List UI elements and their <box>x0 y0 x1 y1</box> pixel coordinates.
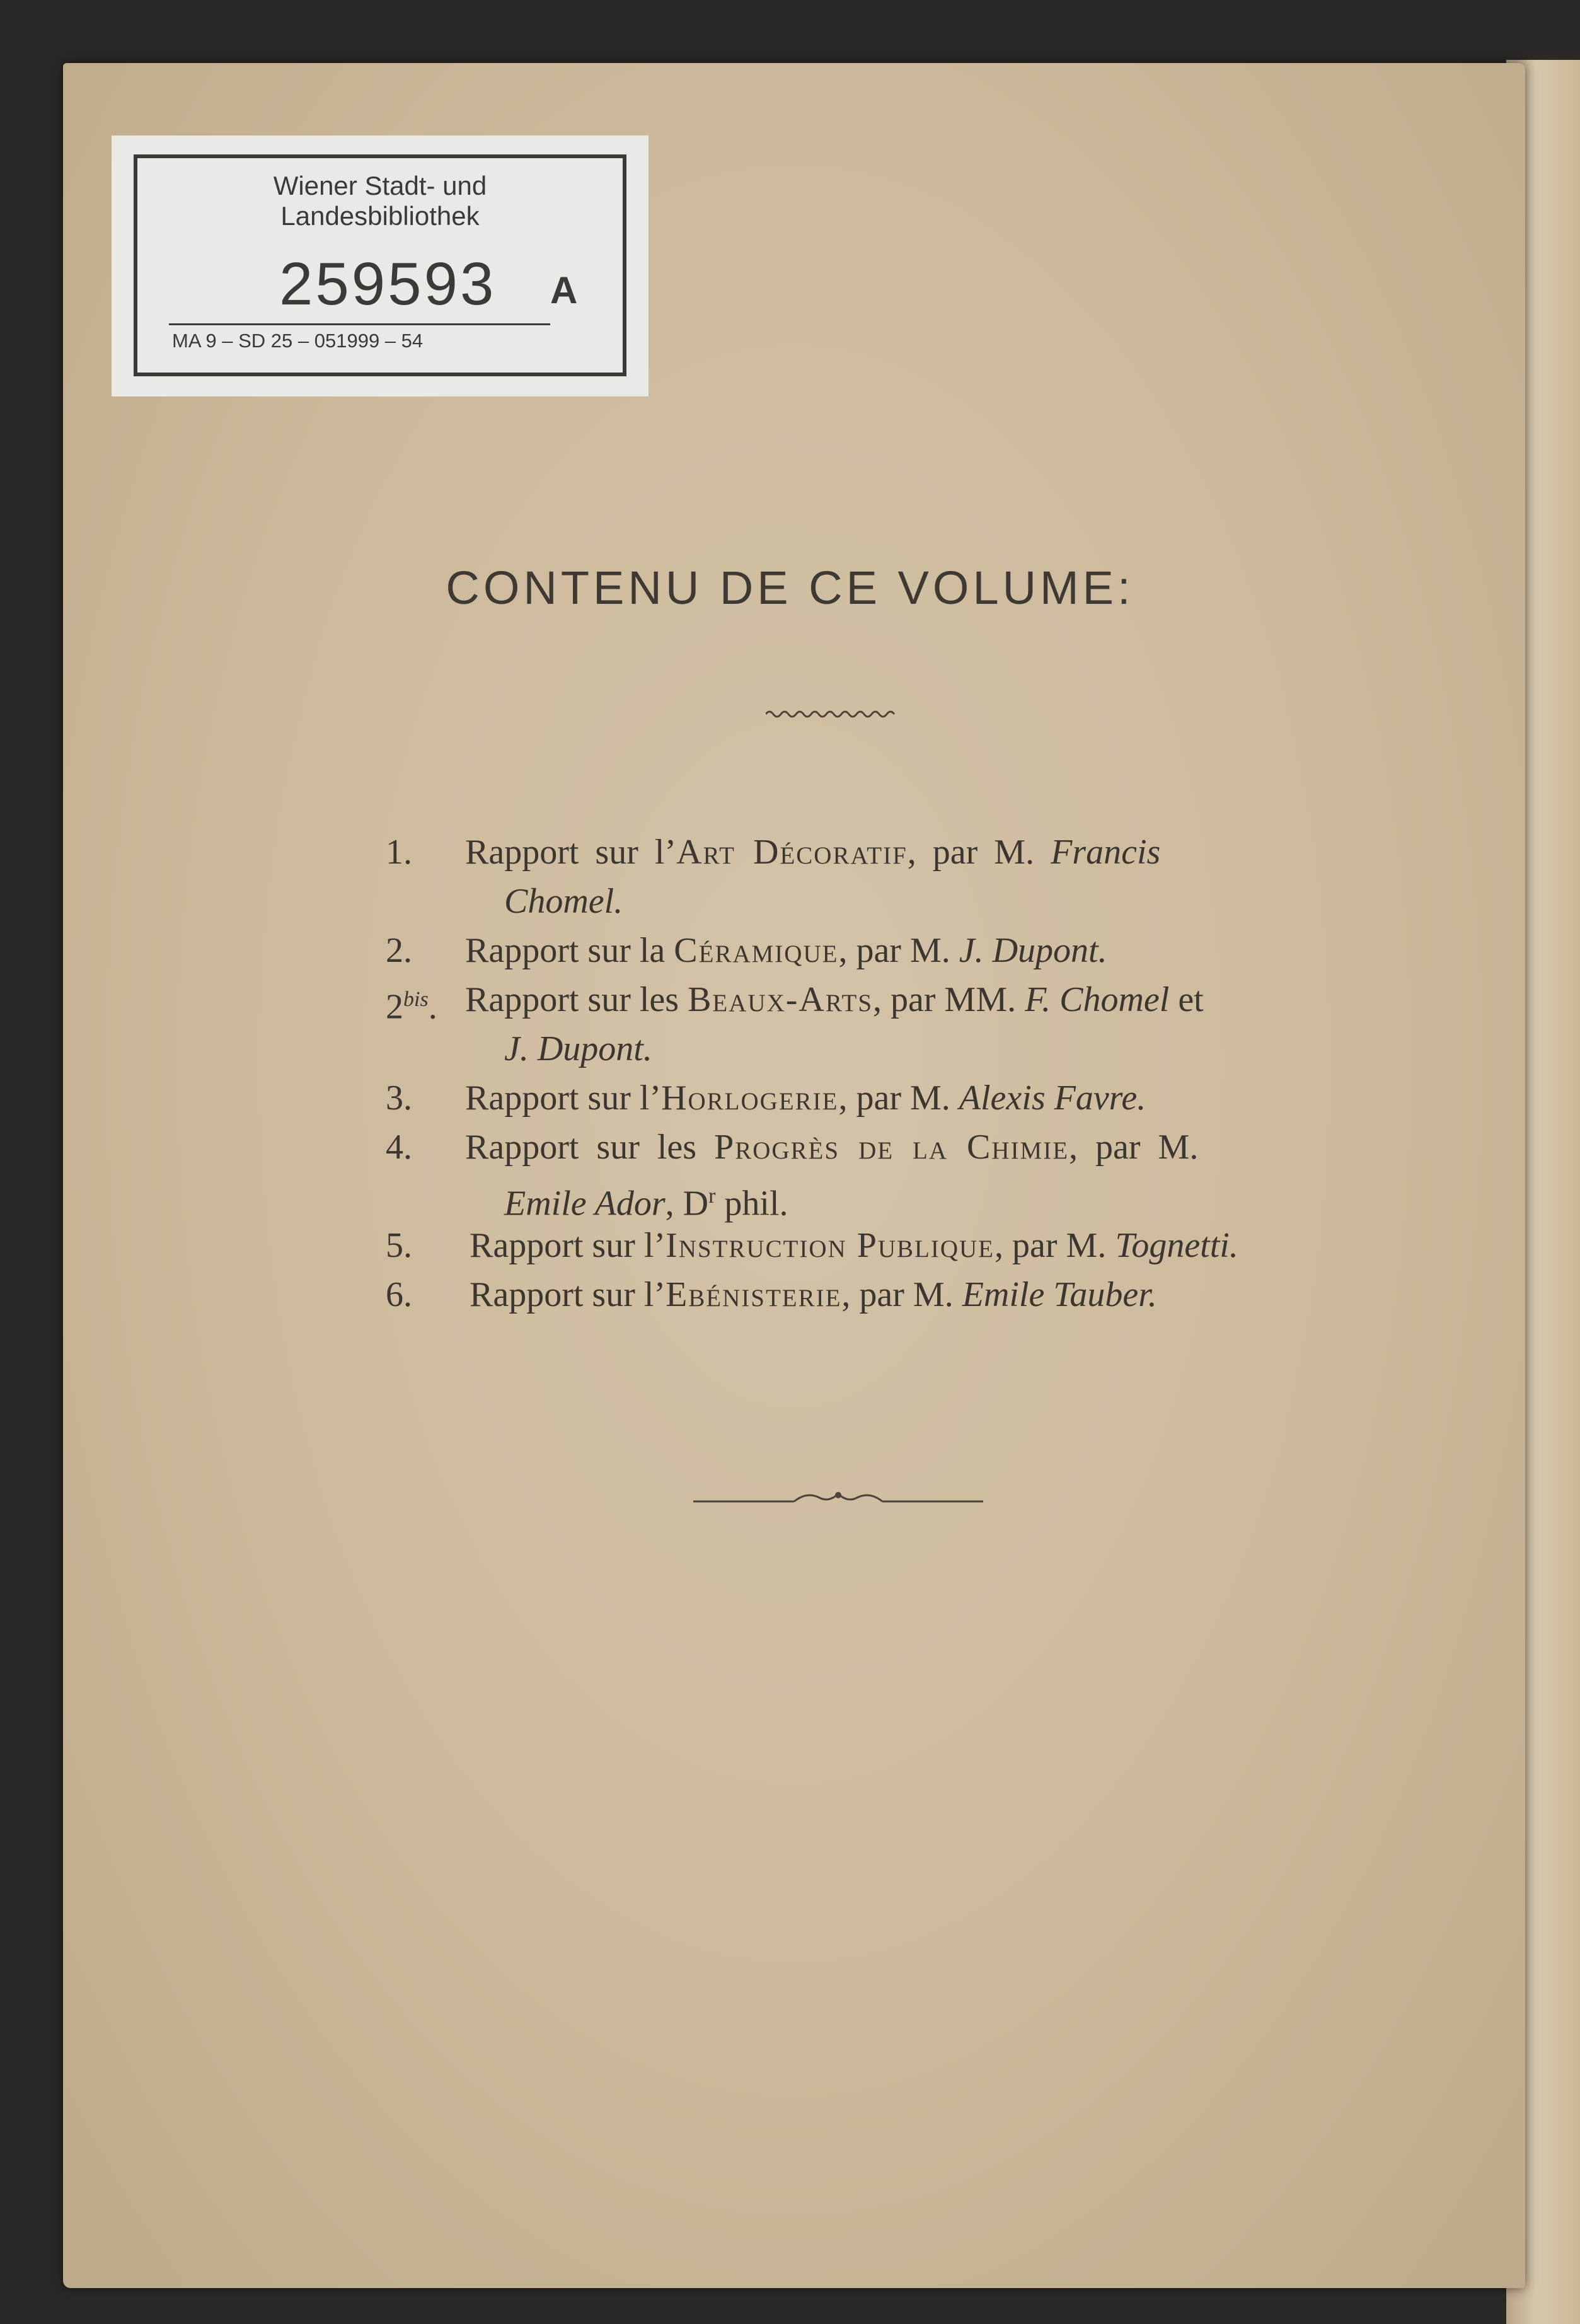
list-item <box>470 1225 1238 1266</box>
entry-number: 1. <box>386 833 412 872</box>
entry-text: , D <box>665 1184 709 1223</box>
entry-text: Rapport sur les <box>465 980 688 1019</box>
entry-text: , par M. <box>995 1226 1116 1265</box>
list-item <box>470 1275 1157 1315</box>
entry-author-continued: J. Dupont. <box>504 1029 652 1068</box>
entry-number: 4. <box>386 1128 412 1167</box>
list-item <box>465 1127 1198 1167</box>
entry-text: et <box>1169 980 1204 1019</box>
shelf-suffix: A <box>550 269 578 311</box>
entry-subject: Céramique <box>674 931 839 970</box>
entry-author-continued: Chomel. <box>504 882 623 921</box>
entry-subject: Progrès de la Chimie <box>714 1128 1070 1167</box>
entry-number-dot: . <box>428 987 437 1027</box>
entry-text: , par MM. <box>873 980 1025 1019</box>
entry-number: 6. <box>386 1275 412 1314</box>
entry-subject: Ebénisterie <box>666 1275 842 1314</box>
list-item <box>465 1078 1146 1118</box>
label-rule <box>169 323 550 325</box>
entry-author: J. Dupont. <box>959 931 1107 970</box>
entry-number-sup: bis <box>403 988 429 1011</box>
entry-number <box>386 980 437 1027</box>
entry-text: Rapport sur l’ <box>465 833 677 872</box>
entry-subject: Instruction Publique <box>666 1226 995 1265</box>
entry-author: Alexis Favre. <box>959 1078 1146 1118</box>
entry-text: Rapport sur l’ <box>470 1275 666 1314</box>
entry-author: Emile Ador <box>504 1184 666 1223</box>
entry-number: 5. <box>386 1226 412 1265</box>
entry-subject: Beaux-Arts <box>688 980 874 1019</box>
entry-number-main: 2 <box>386 987 403 1027</box>
list-item <box>465 930 1107 971</box>
entry-author-continued <box>504 1176 788 1224</box>
label-code: MA 9 – SD 25 – 051999 – 54 <box>172 330 424 352</box>
ornament-wave <box>766 705 898 724</box>
entry-text: Rapport sur la <box>465 931 674 970</box>
library-name-line2: Landesbibliothek <box>280 201 480 231</box>
list-item <box>465 980 1204 1020</box>
entry-author: F. Chomel <box>1025 980 1170 1019</box>
entry-sup: r <box>708 1184 716 1208</box>
entry-text: , par M. <box>907 833 1051 872</box>
entry-subject: Horlogerie <box>661 1078 839 1118</box>
entry-author: Francis <box>1051 833 1161 872</box>
page-title: CONTENU DE CE VOLUME: <box>446 562 1134 614</box>
entry-text: Rapport sur l’ <box>470 1226 666 1265</box>
entry-text: phil. <box>715 1184 788 1223</box>
entry-text: Rapport sur l’ <box>465 1078 662 1118</box>
document-page <box>63 63 1525 2288</box>
entry-text: , par M. <box>838 931 959 970</box>
entry-number: 3. <box>386 1078 412 1118</box>
entry-number: 2. <box>386 931 412 970</box>
entry-text: , par M. <box>1069 1128 1199 1167</box>
entry-author: Emile Tauber. <box>962 1275 1157 1314</box>
library-label <box>112 136 649 396</box>
ornament-flourish <box>693 1486 983 1512</box>
entry-text: , par M. <box>838 1078 959 1118</box>
entry-author: Tognetti. <box>1115 1226 1238 1265</box>
entry-subject: Art Décoratif <box>676 833 908 872</box>
list-item <box>465 832 1160 872</box>
library-name-line1: Wiener Stadt- und <box>273 171 487 200</box>
library-label-frame <box>134 154 626 376</box>
shelf-number: 259593 <box>279 250 497 318</box>
entry-text: , par M. <box>841 1275 962 1314</box>
entry-text: Rapport sur les <box>465 1128 715 1167</box>
